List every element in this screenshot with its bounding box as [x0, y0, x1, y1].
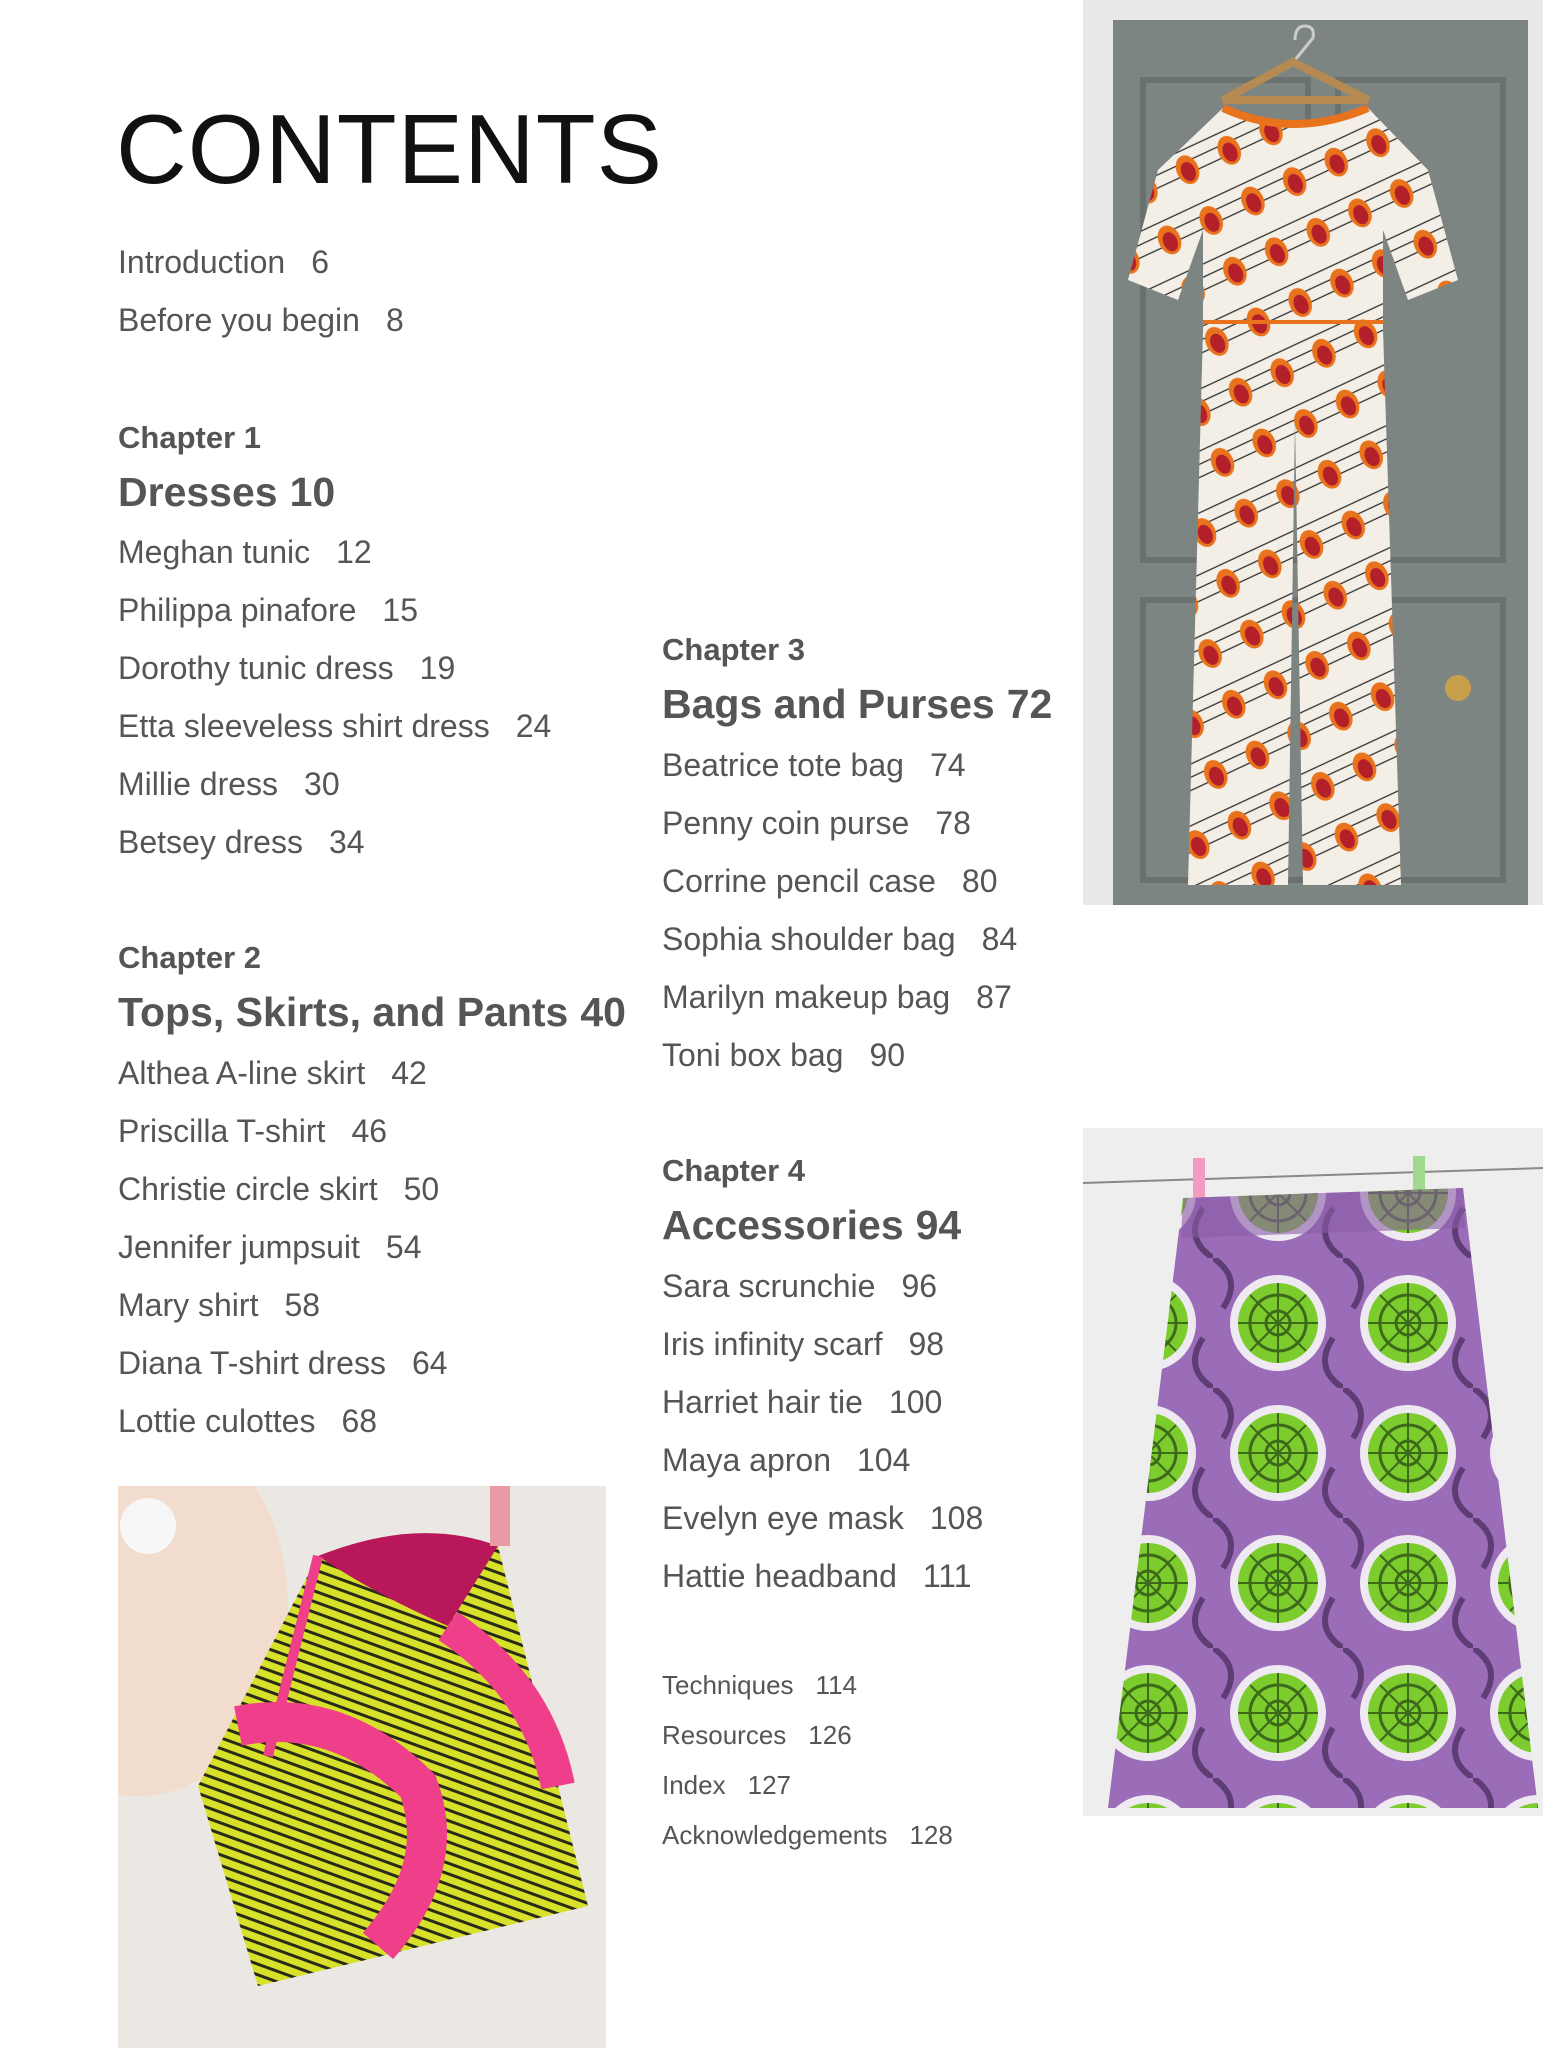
- toc-entry-label: Resources: [662, 1720, 787, 1750]
- toc-entry-label: Priscilla T-shirt: [118, 1113, 326, 1149]
- toc-entry[interactable]: [118, 1115, 387, 1147]
- toc-entry-label: Beatrice tote bag: [662, 747, 904, 783]
- toc-entry[interactable]: [118, 768, 340, 800]
- toc-entry[interactable]: [662, 1502, 983, 1534]
- toc-entry-label: Sara scrunchie: [662, 1268, 876, 1304]
- toc-entry-label: Hattie headband: [662, 1558, 897, 1594]
- toc-entry-page: 126: [808, 1720, 852, 1750]
- toc-entry-page: 84: [981, 921, 1018, 957]
- toc-entry[interactable]: [118, 826, 365, 858]
- toc-entry[interactable]: [662, 807, 971, 839]
- toc-entry-label: Corrine pencil case: [662, 863, 936, 899]
- toc-entry-label: Penny coin purse: [662, 805, 910, 841]
- chapter-title-text: Bags and Purses: [662, 681, 995, 727]
- toc-entry-label: Harriet hair tie: [662, 1384, 863, 1420]
- toc-entry-label: Introduction: [118, 244, 286, 280]
- toc-entry[interactable]: [118, 652, 455, 684]
- toc-entry-label: Christie circle skirt: [118, 1171, 378, 1207]
- toc-entry-label: Before you begin: [118, 302, 360, 338]
- chapter-3-label: Chapter 3: [662, 632, 805, 667]
- toc-entry-label: Etta sleeveless shirt dress: [118, 708, 490, 744]
- toc-entry-label: Betsey dress: [118, 824, 303, 860]
- toc-entry[interactable]: [662, 865, 998, 897]
- toc-entry[interactable]: [118, 1231, 421, 1263]
- toc-entry-page: 74: [929, 747, 966, 783]
- toc-entry-page: 108: [929, 1500, 984, 1536]
- pouch-photo: [118, 1486, 606, 2048]
- toc-entry[interactable]: [662, 1386, 942, 1418]
- toc-entry-page: 90: [869, 1037, 906, 1073]
- toc-entry-label: Techniques: [662, 1670, 794, 1700]
- toc-entry[interactable]: [118, 594, 418, 626]
- toc-entry-label: Marilyn makeup bag: [662, 979, 951, 1015]
- chapter-title-page: 10: [289, 469, 336, 515]
- chapter-4-label: Chapter 4: [662, 1153, 805, 1188]
- toc-entry-label: Philippa pinafore: [118, 592, 357, 628]
- toc-entry-label: Acknowledgements: [662, 1820, 888, 1850]
- toc-entry-label: Index: [662, 1770, 726, 1800]
- toc-entry-page: 6: [311, 244, 330, 280]
- toc-entry-page: 78: [935, 805, 971, 841]
- toc-entry-page: 12: [336, 534, 372, 570]
- toc-entry-label: Millie dress: [118, 766, 279, 802]
- toc-entry[interactable]: [118, 1405, 377, 1437]
- toc-entry-techniques[interactable]: [662, 1672, 857, 1698]
- toc-entry-page: 111: [922, 1558, 972, 1594]
- toc-entry-page: 34: [328, 824, 365, 860]
- toc-entry-page: 8: [385, 302, 404, 338]
- toc-entry-page: 42: [391, 1055, 427, 1091]
- toc-entry-page: 50: [403, 1171, 440, 1207]
- toc-entry[interactable]: [662, 749, 966, 781]
- toc-entry-label: Diana T-shirt dress: [118, 1345, 386, 1381]
- toc-entry[interactable]: [662, 1444, 910, 1476]
- toc-entry-page: 46: [351, 1113, 388, 1149]
- toc-entry-label: Lottie culottes: [118, 1403, 316, 1439]
- page-title: CONTENTS: [116, 94, 663, 204]
- toc-entry-label: Mary shirt: [118, 1287, 259, 1323]
- toc-entry[interactable]: [118, 1057, 427, 1089]
- toc-entry-label: Sophia shoulder bag: [662, 921, 956, 957]
- toc-entry-page: 24: [515, 708, 552, 744]
- chapter-2-title[interactable]: [118, 989, 626, 1035]
- chapter-4-title[interactable]: [662, 1202, 962, 1248]
- toc-entry-page: 98: [908, 1326, 945, 1362]
- toc-entry-page: 68: [341, 1403, 378, 1439]
- toc-entry-page: 100: [888, 1384, 943, 1420]
- toc-entry[interactable]: [662, 1560, 972, 1592]
- toc-entry-page: 15: [382, 592, 418, 628]
- toc-entry-page: 104: [856, 1442, 911, 1478]
- toc-entry-label: Toni box bag: [662, 1037, 844, 1073]
- toc-entry-page: 30: [304, 766, 340, 802]
- toc-entry[interactable]: [662, 981, 1012, 1013]
- toc-entry-index[interactable]: [662, 1772, 791, 1798]
- toc-entry[interactable]: [118, 536, 372, 568]
- toc-entry-page: 114: [815, 1670, 857, 1700]
- toc-entry[interactable]: [662, 923, 1017, 955]
- skirt-photo: [1083, 1128, 1543, 1816]
- chapter-title-text: Tops, Skirts, and Pants: [118, 989, 569, 1035]
- toc-entry-label: Jennifer jumpsuit: [118, 1229, 360, 1265]
- toc-entry-resources[interactable]: [662, 1722, 852, 1748]
- toc-entry-page: 58: [284, 1287, 321, 1323]
- toc-entry-label: Iris infinity scarf: [662, 1326, 883, 1362]
- jumpsuit-photo: [1083, 0, 1543, 905]
- toc-entry[interactable]: [118, 710, 551, 742]
- chapter-2-label: Chapter 2: [118, 940, 261, 975]
- toc-entry-page: 54: [385, 1229, 422, 1265]
- toc-entry-page: 64: [411, 1345, 448, 1381]
- chapter-1-label: Chapter 1: [118, 420, 261, 455]
- toc-entry-page: 127: [747, 1770, 791, 1800]
- chapter-title-page: 72: [1006, 681, 1053, 727]
- toc-entry-label: Evelyn eye mask: [662, 1500, 904, 1536]
- chapter-title-text: Accessories: [662, 1202, 904, 1248]
- chapter-title-page: 94: [915, 1202, 962, 1248]
- toc-entry-page: 128: [909, 1820, 953, 1850]
- toc-entry[interactable]: [662, 1270, 937, 1302]
- toc-entry-page: 19: [419, 650, 456, 686]
- toc-entry[interactable]: [662, 1328, 944, 1360]
- toc-entry-label: Maya apron: [662, 1442, 831, 1478]
- toc-entry-label: Dorothy tunic dress: [118, 650, 394, 686]
- toc-entry-page: 96: [901, 1268, 938, 1304]
- toc-entry-introduction[interactable]: [118, 246, 329, 278]
- toc-entry[interactable]: [118, 1347, 448, 1379]
- toc-entry-label: Meghan tunic: [118, 534, 311, 570]
- toc-entry[interactable]: [662, 1039, 905, 1071]
- toc-entry-label: Althea A-line skirt: [118, 1055, 366, 1091]
- toc-entry[interactable]: [118, 1173, 439, 1205]
- toc-entry[interactable]: [118, 1289, 320, 1321]
- toc-entry-page: 80: [961, 863, 998, 899]
- chapter-3-title[interactable]: [662, 681, 1053, 727]
- toc-entry-page: 87: [976, 979, 1012, 1015]
- chapter-title-page: 40: [580, 989, 626, 1035]
- toc-entry-acknowledgements[interactable]: [662, 1822, 953, 1848]
- chapter-1-title[interactable]: [118, 469, 336, 515]
- chapter-title-text: Dresses: [118, 469, 278, 515]
- toc-entry-before-you-begin[interactable]: [118, 304, 404, 336]
